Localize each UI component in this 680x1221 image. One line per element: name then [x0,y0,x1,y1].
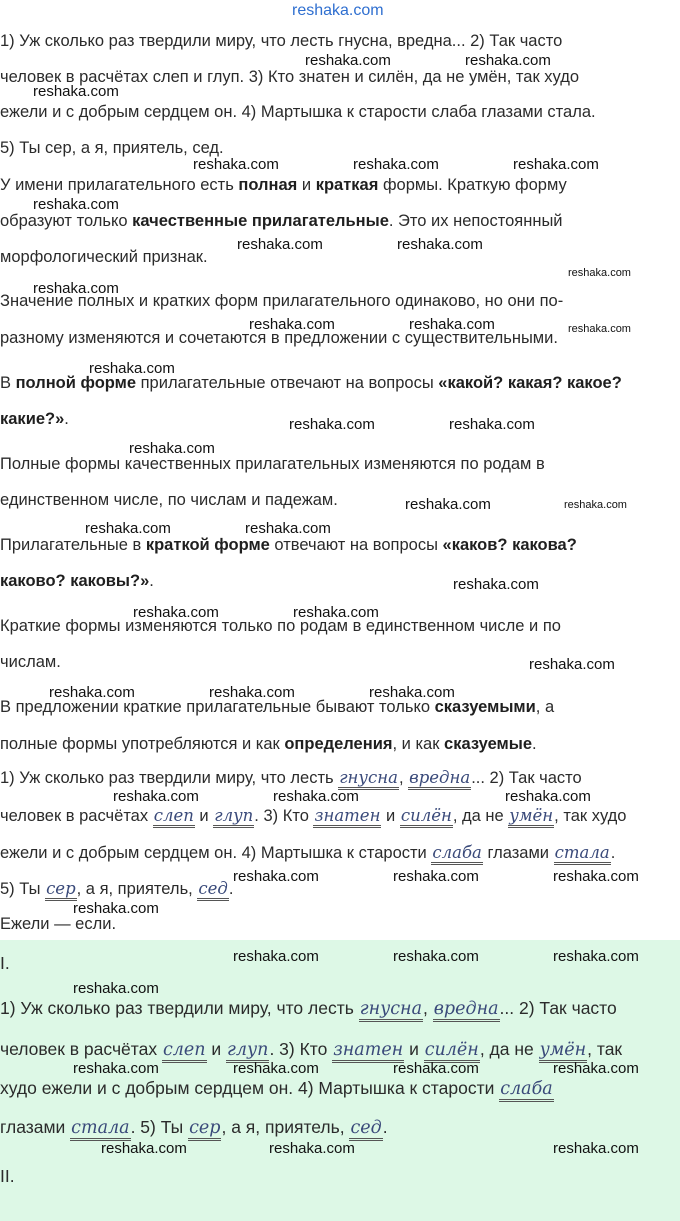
watermark: reshaka.com [113,788,199,805]
watermark: reshaka.com [89,360,175,377]
rule-line: Прилагательные в краткой форме отвечают на вопросы «каков? какова? [0,536,577,554]
part-label: II. [0,1166,15,1186]
watermark: reshaka.com [245,520,331,537]
watermark: reshaka.com [237,236,323,253]
watermark: reshaka.com [293,604,379,621]
watermark: reshaka.com [101,1140,187,1157]
rule-line: единственном числе, по числам и падежам. [0,491,338,509]
watermark: reshaka.com [73,1060,159,1077]
watermark: reshaka.com [233,948,319,965]
part-label: I. [0,953,10,973]
answer-line: глазами стала. 5) Ты сер, а я, приятель, сед. [0,1117,388,1137]
watermark: reshaka.com [273,788,359,805]
watermark: reshaka.com [289,416,375,433]
watermark: reshaka.com [529,656,615,673]
watermark: reshaka.com [449,416,535,433]
rule-line: В полной форме прилагательные отвечают на вопросы «какой? какая? какое? [0,374,622,392]
watermark: reshaka.com [193,156,279,173]
rule-line: морфологический признак. [0,248,208,266]
watermark: reshaka.com [393,948,479,965]
watermark: reshaka.com [129,440,215,457]
watermark: reshaka.com [33,196,119,213]
watermark: reshaka.com [568,323,631,335]
watermark: reshaka.com [453,576,539,593]
rule-line: образуют только качественные прилагательные. Это их непостоянный [0,212,563,230]
watermark: reshaka.com [233,1060,319,1077]
watermark: reshaka.com [553,1140,639,1157]
text-line: человек в расчётах слеп и глуп. 3) Кто знатен и силён, да не умён, так худо [0,68,580,86]
rule-line: Значение полных и кратких форм прилагательного одинаково, но они по- [0,292,564,310]
rule-line: числам. [0,653,61,671]
watermark: reshaka.com [73,980,159,997]
watermark: reshaka.com [513,156,599,173]
rule-line: Краткие формы изменяются только по родам в единственном числе и по [0,617,561,635]
watermark: reshaka.com [33,83,119,100]
watermark: reshaka.com [353,156,439,173]
note: Ежели — если. [0,915,117,933]
site-watermark: reshaka.com [292,2,384,19]
answer-line: худо ежели и с добрым сердцем он. 4) Мартышка к старости слаба [0,1078,554,1098]
marked-line: 1) Уж сколько раз твердили миру, что лесть гнусна, вредна... 2) Так часто [0,768,582,788]
rule-line: каково? каковы?». [0,572,154,590]
rule-line: Полные формы качественных прилагательных изменяются по родам в [0,455,545,473]
text-line: ежели и с добрым сердцем он. 4) Мартышка к старости слаба глазами стала. [0,103,596,121]
text-line: 5) Ты сер, а я, приятель, сед. [0,139,224,157]
marked-line: человек в расчётах слеп и глуп. 3) Кто знатен и силён, да не умён, так худо [0,806,626,826]
marked-line: 5) Ты сер, а я, приятель, сед. [0,879,233,899]
watermark: reshaka.com [269,1140,355,1157]
rule-line: В предложении краткие прилагательные бывают только сказуемыми, а [0,698,555,716]
watermark: reshaka.com [305,52,391,69]
answer-line: 1) Уж сколько раз твердили миру, что лесть гнусна, вредна... 2) Так часто [0,998,617,1018]
watermark: reshaka.com [233,868,319,885]
watermark: reshaka.com [397,236,483,253]
watermark: reshaka.com [564,499,627,511]
watermark: reshaka.com [209,684,295,701]
text-line: 1) Уж сколько раз твердили миру, что лесть гнусна, вредна... 2) Так часто [0,32,563,50]
marked-line: ежели и с добрым сердцем он. 4) Мартышка к старости слаба глазами стала. [0,843,615,863]
watermark: reshaka.com [553,868,639,885]
watermark: reshaka.com [393,868,479,885]
watermark: reshaka.com [568,267,631,279]
watermark: reshaka.com [369,684,455,701]
watermark: reshaka.com [553,1060,639,1077]
watermark: reshaka.com [465,52,551,69]
rule-line: полные формы употребляются и как определения, и как сказуемые. [0,735,537,753]
watermark: reshaka.com [249,316,335,333]
answer-line: человек в расчётах слеп и глуп. 3) Кто знатен и силён, да не умён, так [0,1039,622,1059]
watermark: reshaka.com [409,316,495,333]
watermark: reshaka.com [49,684,135,701]
watermark: reshaka.com [505,788,591,805]
rule-line: разному изменяются и сочетаются в предложении с существительными. [0,329,558,347]
rule-line: У имени прилагательного есть полная и краткая формы. Краткую форму [0,176,567,194]
watermark: reshaka.com [393,1060,479,1077]
watermark: reshaka.com [85,520,171,537]
watermark: reshaka.com [73,900,159,917]
watermark: reshaka.com [405,496,491,513]
watermark: reshaka.com [133,604,219,621]
watermark: reshaka.com [553,948,639,965]
rule-line: какие?». [0,410,69,428]
watermark: reshaka.com [33,280,119,297]
